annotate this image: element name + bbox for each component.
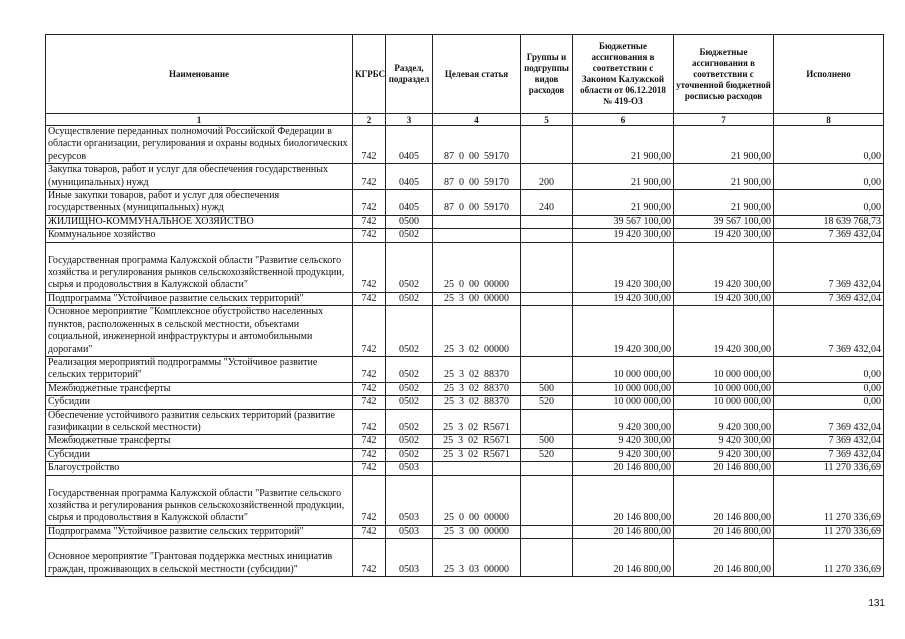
row-kgrbs: 742 [353, 525, 386, 538]
header-executed: Исполнено [774, 35, 884, 114]
row-target: 87 0 00 59170 [433, 190, 521, 216]
table-row [46, 475, 884, 525]
row-name: Государственная программа Калужской области "Развитие сельского хозяйства и регулирования рынков сельскохозяйственной продукции, сырья и продовольствия в Калужской области" [46, 475, 353, 525]
row-name: Осуществление переданных полномочий Российской Федерации в области организации, регулирования и охраны водных биологических ресурсов [46, 126, 353, 164]
row-executed-amount: 7 369 432,04 [774, 292, 884, 305]
row-refined-amount: 9 420 300,00 [674, 448, 774, 461]
column-number: 2 [353, 114, 386, 126]
row-target: 25 3 02 88370 [433, 382, 521, 395]
row-target: 25 0 00 00000 [433, 242, 521, 292]
row-group: 500 [521, 382, 573, 395]
row-name: Межбюджетные трансферты [46, 435, 353, 448]
row-section: 0502 [386, 448, 433, 461]
column-number-row [46, 114, 884, 126]
row-law-amount: 21 900,00 [573, 126, 674, 164]
table-row [46, 356, 884, 382]
row-refined-amount: 21 900,00 [674, 164, 774, 190]
row-law-amount: 19 420 300,00 [573, 306, 674, 357]
row-target: 25 3 03 00000 [433, 539, 521, 577]
row-section: 0502 [386, 356, 433, 382]
row-name: Закупка товаров, работ и услуг для обеспечения государственных (муниципальных) нужд [46, 164, 353, 190]
row-executed-amount: 11 270 336,69 [774, 462, 884, 475]
row-section: 0503 [386, 525, 433, 538]
row-group [521, 462, 573, 475]
row-target: 25 3 02 R5671 [433, 435, 521, 448]
table-row [46, 242, 884, 292]
table-row [46, 462, 884, 475]
row-executed-amount: 7 369 432,04 [774, 306, 884, 357]
row-target [433, 229, 521, 242]
row-section: 0502 [386, 382, 433, 395]
row-refined-amount: 10 000 000,00 [674, 396, 774, 409]
row-law-amount: 9 420 300,00 [573, 435, 674, 448]
header-groups: Группы и подгруппы видов расходов [521, 35, 573, 114]
row-law-amount: 10 000 000,00 [573, 356, 674, 382]
column-number: 4 [433, 114, 521, 126]
table-row [46, 435, 884, 448]
row-kgrbs: 742 [353, 382, 386, 395]
row-law-amount: 20 146 800,00 [573, 525, 674, 538]
row-group [521, 306, 573, 357]
row-refined-amount: 9 420 300,00 [674, 409, 774, 435]
row-name: Основное мероприятие "Грантовая поддержка местных инициатив граждан, проживающих в сельской местности (субсидии)" [46, 539, 353, 577]
row-group [521, 409, 573, 435]
row-kgrbs: 742 [353, 435, 386, 448]
row-refined-amount: 20 146 800,00 [674, 462, 774, 475]
budget-table [45, 34, 884, 577]
row-law-amount: 9 420 300,00 [573, 448, 674, 461]
row-group: 500 [521, 435, 573, 448]
row-refined-amount: 20 146 800,00 [674, 475, 774, 525]
row-group [521, 229, 573, 242]
row-law-amount: 19 420 300,00 [573, 292, 674, 305]
row-group [521, 356, 573, 382]
table-body [46, 126, 884, 577]
row-refined-amount: 39 567 100,00 [674, 215, 774, 228]
table-row [46, 292, 884, 305]
row-group [521, 126, 573, 164]
row-name: Подпрограмма "Устойчивое развитие сельских территорий" [46, 292, 353, 305]
row-executed-amount: 18 639 768,73 [774, 215, 884, 228]
column-number: 3 [386, 114, 433, 126]
row-refined-amount: 19 420 300,00 [674, 306, 774, 357]
row-name: Государственная программа Калужской области "Развитие сельского хозяйства и регулирования рынков сельскохозяйственной продукции, сырья и продовольствия в Калужской области" [46, 242, 353, 292]
row-kgrbs: 742 [353, 356, 386, 382]
row-group: 200 [521, 164, 573, 190]
column-number: 6 [573, 114, 674, 126]
row-executed-amount: 0,00 [774, 190, 884, 216]
row-section: 0502 [386, 306, 433, 357]
row-law-amount: 10 000 000,00 [573, 396, 674, 409]
row-section: 0503 [386, 539, 433, 577]
row-law-amount: 20 146 800,00 [573, 475, 674, 525]
row-target: 25 3 02 88370 [433, 356, 521, 382]
row-group: 520 [521, 396, 573, 409]
row-executed-amount: 0,00 [774, 396, 884, 409]
row-name: Реализация мероприятий подпрограммы "Устойчивое развитие сельских территорий" [46, 356, 353, 382]
row-executed-amount: 0,00 [774, 164, 884, 190]
row-target: 25 3 02 88370 [433, 396, 521, 409]
row-kgrbs: 742 [353, 215, 386, 228]
row-name: Коммунальное хозяйство [46, 229, 353, 242]
row-target: 25 3 00 00000 [433, 292, 521, 305]
column-number: 8 [774, 114, 884, 126]
row-name: Основное мероприятие "Комплексное обустройство населенных пунктов, расположенных в сельской местности, объектами социальной, инженерной инфраструктуры и автомобильными дорогами" [46, 306, 353, 357]
table-row [46, 190, 884, 216]
header-law: Бюджетные ассигнования в соответствии с Законом Калужской области от 06.12.2018 № 419-ОЗ [573, 35, 674, 114]
row-target: 25 3 02 00000 [433, 306, 521, 357]
header-kgrbs: КГРБС [353, 35, 386, 114]
row-target [433, 462, 521, 475]
row-target: 25 3 02 R5671 [433, 409, 521, 435]
row-target [433, 215, 521, 228]
table-row [46, 215, 884, 228]
row-name: Субсидии [46, 396, 353, 409]
row-kgrbs: 742 [353, 292, 386, 305]
row-kgrbs: 742 [353, 448, 386, 461]
row-name: Благоустройство [46, 462, 353, 475]
row-executed-amount: 7 369 432,04 [774, 409, 884, 435]
row-name: ЖИЛИЩНО-КОММУНАЛЬНОЕ ХОЗЯЙСТВО [46, 215, 353, 228]
row-executed-amount: 11 270 336,69 [774, 475, 884, 525]
row-refined-amount: 10 000 000,00 [674, 382, 774, 395]
row-section: 0502 [386, 292, 433, 305]
table-row [46, 448, 884, 461]
row-kgrbs: 742 [353, 396, 386, 409]
row-kgrbs: 742 [353, 475, 386, 525]
row-section: 0405 [386, 126, 433, 164]
column-number: 7 [674, 114, 774, 126]
header-target: Целевая статья [433, 35, 521, 114]
row-executed-amount: 0,00 [774, 382, 884, 395]
column-number: 5 [521, 114, 573, 126]
row-kgrbs: 742 [353, 462, 386, 475]
column-number: 1 [46, 114, 353, 126]
row-refined-amount: 21 900,00 [674, 190, 774, 216]
header-row [46, 35, 884, 114]
row-law-amount: 9 420 300,00 [573, 409, 674, 435]
row-name: Субсидии [46, 448, 353, 461]
row-executed-amount: 11 270 336,69 [774, 539, 884, 577]
page-number: 131 [868, 598, 885, 609]
row-section: 0502 [386, 242, 433, 292]
row-executed-amount: 7 369 432,04 [774, 229, 884, 242]
row-kgrbs: 742 [353, 539, 386, 577]
row-kgrbs: 742 [353, 242, 386, 292]
table-row [46, 396, 884, 409]
row-kgrbs: 742 [353, 126, 386, 164]
row-name: Иные закупки товаров, работ и услуг для обеспечения государственных (муниципальных) нужд [46, 190, 353, 216]
row-group: 520 [521, 448, 573, 461]
row-refined-amount: 20 146 800,00 [674, 539, 774, 577]
row-section: 0502 [386, 396, 433, 409]
row-law-amount: 21 900,00 [573, 164, 674, 190]
row-executed-amount: 7 369 432,04 [774, 448, 884, 461]
row-refined-amount: 20 146 800,00 [674, 525, 774, 538]
row-law-amount: 39 567 100,00 [573, 215, 674, 228]
row-target: 25 3 00 00000 [433, 525, 521, 538]
row-law-amount: 20 146 800,00 [573, 462, 674, 475]
row-refined-amount: 9 420 300,00 [674, 435, 774, 448]
row-name: Межбюджетные трансферты [46, 382, 353, 395]
row-group [521, 215, 573, 228]
row-law-amount: 19 420 300,00 [573, 229, 674, 242]
row-group [521, 539, 573, 577]
row-target: 25 3 02 R5671 [433, 448, 521, 461]
header-section: Раздел, подраздел [386, 35, 433, 114]
row-executed-amount: 7 369 432,04 [774, 242, 884, 292]
row-executed-amount: 7 369 432,04 [774, 435, 884, 448]
table-row [46, 229, 884, 242]
row-target: 87 0 00 59170 [433, 164, 521, 190]
row-kgrbs: 742 [353, 409, 386, 435]
table-row [46, 382, 884, 395]
row-section: 0502 [386, 409, 433, 435]
row-group [521, 292, 573, 305]
row-refined-amount: 10 000 000,00 [674, 356, 774, 382]
row-refined-amount: 21 900,00 [674, 126, 774, 164]
row-executed-amount: 0,00 [774, 126, 884, 164]
row-refined-amount: 19 420 300,00 [674, 292, 774, 305]
row-kgrbs: 742 [353, 306, 386, 357]
row-law-amount: 21 900,00 [573, 190, 674, 216]
row-target: 87 0 00 59170 [433, 126, 521, 164]
row-group [521, 525, 573, 538]
row-group [521, 475, 573, 525]
row-section: 0502 [386, 435, 433, 448]
row-refined-amount: 19 420 300,00 [674, 229, 774, 242]
row-kgrbs: 742 [353, 164, 386, 190]
row-section: 0500 [386, 215, 433, 228]
row-section: 0405 [386, 164, 433, 190]
row-group: 240 [521, 190, 573, 216]
row-name: Обеспечение устойчивого развития сельских территорий (развитие газификации в сельской местности) [46, 409, 353, 435]
row-executed-amount: 0,00 [774, 356, 884, 382]
row-group [521, 242, 573, 292]
row-section: 0503 [386, 462, 433, 475]
row-law-amount: 19 420 300,00 [573, 242, 674, 292]
header-name: Наименование [46, 35, 353, 114]
row-section: 0503 [386, 475, 433, 525]
table-row [46, 525, 884, 538]
header-refined: Бюджетные ассигнования в соответствии с уточненной бюджетной росписью расходов [674, 35, 774, 114]
row-refined-amount: 19 420 300,00 [674, 242, 774, 292]
row-kgrbs: 742 [353, 190, 386, 216]
row-law-amount: 20 146 800,00 [573, 539, 674, 577]
row-name: Подпрограмма "Устойчивое развитие сельских территорий" [46, 525, 353, 538]
table-row [46, 164, 884, 190]
row-executed-amount: 11 270 336,69 [774, 525, 884, 538]
table-row [46, 539, 884, 577]
row-kgrbs: 742 [353, 229, 386, 242]
table-row [46, 409, 884, 435]
table-row [46, 306, 884, 357]
table-row [46, 126, 884, 164]
row-section: 0405 [386, 190, 433, 216]
row-section: 0502 [386, 229, 433, 242]
row-law-amount: 10 000 000,00 [573, 382, 674, 395]
row-target: 25 0 00 00000 [433, 475, 521, 525]
